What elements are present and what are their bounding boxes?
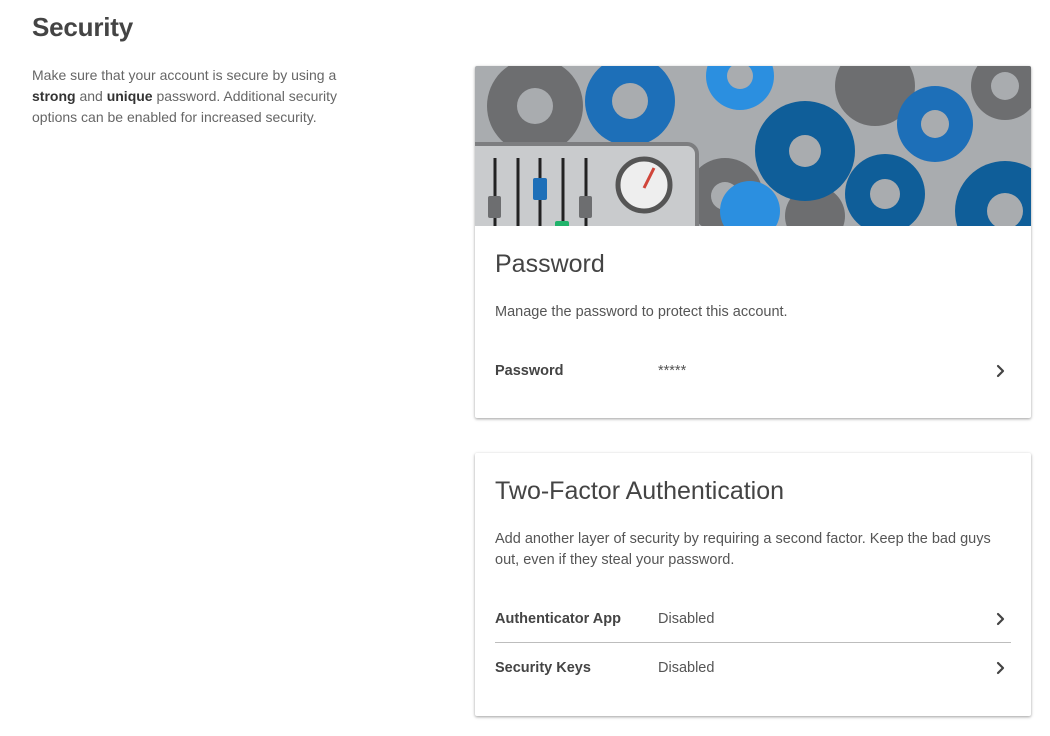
security-intro-text [32, 65, 367, 128]
password-card [475, 66, 1031, 418]
password-card-title: Password [495, 250, 605, 278]
password-row[interactable] [495, 347, 1011, 395]
chevron-right-icon[interactable] [991, 658, 1011, 678]
password-row-value: ***** [658, 363, 687, 379]
security-keys-row[interactable] [495, 644, 1011, 692]
two-factor-card-title: Two-Factor Authentication [495, 477, 785, 505]
security-gears-banner [475, 66, 1031, 226]
page-title: Security [32, 12, 134, 42]
password-row-label: Password [495, 363, 564, 379]
authenticator-app-status: Disabled [658, 610, 715, 627]
intro-unique-word: unique [106, 88, 153, 104]
security-keys-status: Disabled [658, 660, 715, 676]
authenticator-app-label: Authenticator App [495, 610, 621, 627]
password-card-description: Manage the password to protect this account. [495, 304, 788, 320]
intro-text-part: Make sure that your account is secure by using a [32, 67, 337, 83]
chevron-right-icon[interactable] [991, 361, 1011, 381]
two-factor-card [475, 453, 1031, 716]
intro-strong-word: strong [32, 88, 76, 104]
two-factor-card-description: Add another layer of security by requiring a second factor. Keep the bad guys out, even if they steal your password. [495, 531, 991, 568]
authenticator-app-row[interactable] [495, 595, 1011, 643]
chevron-right-icon[interactable] [991, 609, 1011, 629]
intro-text-part: and [75, 88, 107, 104]
intro-text-part: password. Additional security options can be enabled for increased security. [32, 88, 338, 125]
security-keys-label: Security Keys [495, 660, 591, 676]
